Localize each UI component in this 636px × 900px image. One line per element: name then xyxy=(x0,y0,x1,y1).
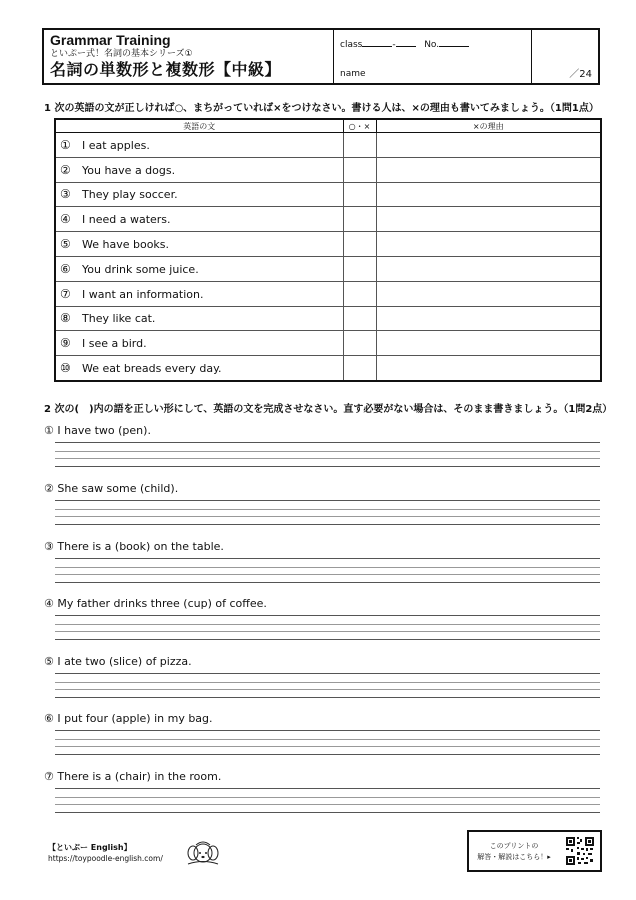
poodle-mascot-icon xyxy=(184,838,222,870)
question-number: ⑦ xyxy=(60,286,71,301)
name-label: name xyxy=(340,69,366,79)
sentence-cell xyxy=(55,207,343,232)
total-score: ／24 xyxy=(569,69,592,80)
reason-cell[interactable] xyxy=(376,157,601,182)
sentence-text: They like cat. xyxy=(82,312,156,326)
student-info-cell xyxy=(334,30,532,83)
question-number: ⑩ xyxy=(60,361,71,376)
question-text: My father drinks three (cup) of coffee. xyxy=(57,597,267,610)
question-text: I ate two (slice) of pizza. xyxy=(57,655,192,668)
number-label: No. xyxy=(424,40,440,50)
reason-cell[interactable] xyxy=(376,331,601,356)
sentence-text: We eat breads every day. xyxy=(82,362,222,376)
table-row xyxy=(55,306,601,331)
mark-cell[interactable] xyxy=(343,331,376,356)
question-text: There is a (book) on the table. xyxy=(57,540,224,553)
reason-cell[interactable] xyxy=(376,182,601,207)
question-number: ⑤ xyxy=(44,655,54,668)
mark-cell[interactable] xyxy=(343,356,376,381)
answer-box[interactable] xyxy=(467,830,602,872)
question-text: I put four (apple) in my bag. xyxy=(57,712,213,725)
question-number: ④ xyxy=(44,597,54,610)
fill-question xyxy=(44,712,213,725)
answer-lines[interactable] xyxy=(55,788,600,813)
answer-lines[interactable] xyxy=(55,442,600,467)
reason-cell[interactable] xyxy=(376,232,601,257)
question-number: ⑤ xyxy=(60,237,71,252)
answer-line-2: 解答・解説はこちら！▸ xyxy=(477,853,551,861)
fill-question xyxy=(44,597,267,610)
mark-cell[interactable] xyxy=(343,207,376,232)
col-sentence-header: 英語の文 xyxy=(55,119,343,133)
answer-text xyxy=(469,832,559,870)
mark-cell[interactable] xyxy=(343,306,376,331)
website-link[interactable]: https://toypoodle-english.com/ xyxy=(48,854,163,863)
table-row xyxy=(55,331,601,356)
mark-cell[interactable] xyxy=(343,182,376,207)
sentence-cell xyxy=(55,182,343,207)
reason-cell[interactable] xyxy=(376,306,601,331)
sentence-text: I want an information. xyxy=(82,287,204,301)
fill-question xyxy=(44,424,151,437)
fill-question xyxy=(44,770,221,783)
sentence-cell xyxy=(55,133,343,158)
section1-instruction: 1 次の英語の文が正しければ○、まちがっていれば×をつけなさい。書ける人は、×の理由も書いてみましょう。（1問1点） xyxy=(44,103,599,114)
question-text: There is a (chair) in the room. xyxy=(57,770,222,783)
question-number: ② xyxy=(44,482,54,495)
score-cell xyxy=(532,30,598,83)
table-row xyxy=(55,256,601,281)
class-blank-2[interactable] xyxy=(396,37,416,47)
title-english: Grammar Training xyxy=(50,32,171,48)
number-blank[interactable] xyxy=(439,37,469,47)
col-mark-header: ○・× xyxy=(343,119,376,133)
brand-name: 【といぷー English】 xyxy=(48,843,132,852)
sentence-text: I eat apples. xyxy=(82,138,150,152)
mark-cell[interactable] xyxy=(343,256,376,281)
sentence-cell xyxy=(55,256,343,281)
sentence-text: You have a dogs. xyxy=(82,163,176,177)
question-number: ① xyxy=(60,137,71,152)
class-separator: - xyxy=(392,40,396,50)
table-header-row xyxy=(55,119,601,133)
answer-lines[interactable] xyxy=(55,615,600,640)
table-row xyxy=(55,133,601,158)
question-number: ④ xyxy=(60,212,71,227)
sentence-cell xyxy=(55,306,343,331)
reason-cell[interactable] xyxy=(376,356,601,381)
answer-lines[interactable] xyxy=(55,673,600,698)
question-number: ⑦ xyxy=(44,770,54,783)
mark-cell[interactable] xyxy=(343,133,376,158)
col-reason-header: ×の理由 xyxy=(376,119,601,133)
table-row xyxy=(55,356,601,381)
footer-brand-block xyxy=(48,842,163,864)
sentence-text: I see a bird. xyxy=(82,337,147,351)
section1-table xyxy=(54,118,602,382)
question-number: ① xyxy=(44,424,54,437)
answer-lines[interactable] xyxy=(55,558,600,583)
series-name: といぷー式！名詞の基本シリーズ① xyxy=(50,49,193,59)
table-row xyxy=(55,281,601,306)
answer-line-1: このプリントの xyxy=(489,842,539,850)
question-number: ③ xyxy=(44,540,54,553)
mark-cell[interactable] xyxy=(343,232,376,257)
question-number: ⑧ xyxy=(60,311,71,326)
worksheet-header xyxy=(42,28,600,85)
sentence-text: We have books. xyxy=(82,238,170,252)
mark-cell[interactable] xyxy=(343,281,376,306)
title-cell xyxy=(44,30,334,83)
sentence-cell xyxy=(55,356,343,381)
question-number: ③ xyxy=(60,187,71,202)
class-blank-1[interactable] xyxy=(362,37,392,47)
table-row xyxy=(55,157,601,182)
answer-lines[interactable] xyxy=(55,500,600,525)
question-text: She saw some (child). xyxy=(57,482,179,495)
mark-cell[interactable] xyxy=(343,157,376,182)
reason-cell[interactable] xyxy=(376,256,601,281)
table-row xyxy=(55,232,601,257)
question-number: ⑨ xyxy=(60,336,71,351)
sentence-cell xyxy=(55,157,343,182)
sentence-text: You drink some juice. xyxy=(82,262,199,276)
page-title: 名詞の単数形と複数形【中級】 xyxy=(50,60,282,79)
reason-cell[interactable] xyxy=(376,281,601,306)
fill-question xyxy=(44,540,224,553)
answer-lines[interactable] xyxy=(55,730,600,755)
fill-question xyxy=(44,482,178,495)
sentence-cell xyxy=(55,232,343,257)
question-number: ⑥ xyxy=(60,261,71,276)
reason-cell[interactable] xyxy=(376,207,601,232)
class-number-line xyxy=(340,37,469,50)
question-text: I have two (pen). xyxy=(57,424,151,437)
question-number: ② xyxy=(60,162,71,177)
sentence-text: They play soccer. xyxy=(82,188,178,202)
sentence-cell xyxy=(55,331,343,356)
sentence-cell xyxy=(55,281,343,306)
qr-code-icon[interactable] xyxy=(559,832,600,870)
question-number: ⑥ xyxy=(44,712,54,725)
table-row xyxy=(55,207,601,232)
fill-question xyxy=(44,655,192,668)
sentence-text: I need a waters. xyxy=(82,213,171,227)
class-label: class xyxy=(340,40,363,50)
section2-instruction: 2 次の( )内の語を正しい形にして、英語の文を完成させなさい。直す必要がない場合は、そのまま書きましょう。（1問2点） xyxy=(44,404,613,415)
table-row xyxy=(55,182,601,207)
reason-cell[interactable] xyxy=(376,133,601,158)
